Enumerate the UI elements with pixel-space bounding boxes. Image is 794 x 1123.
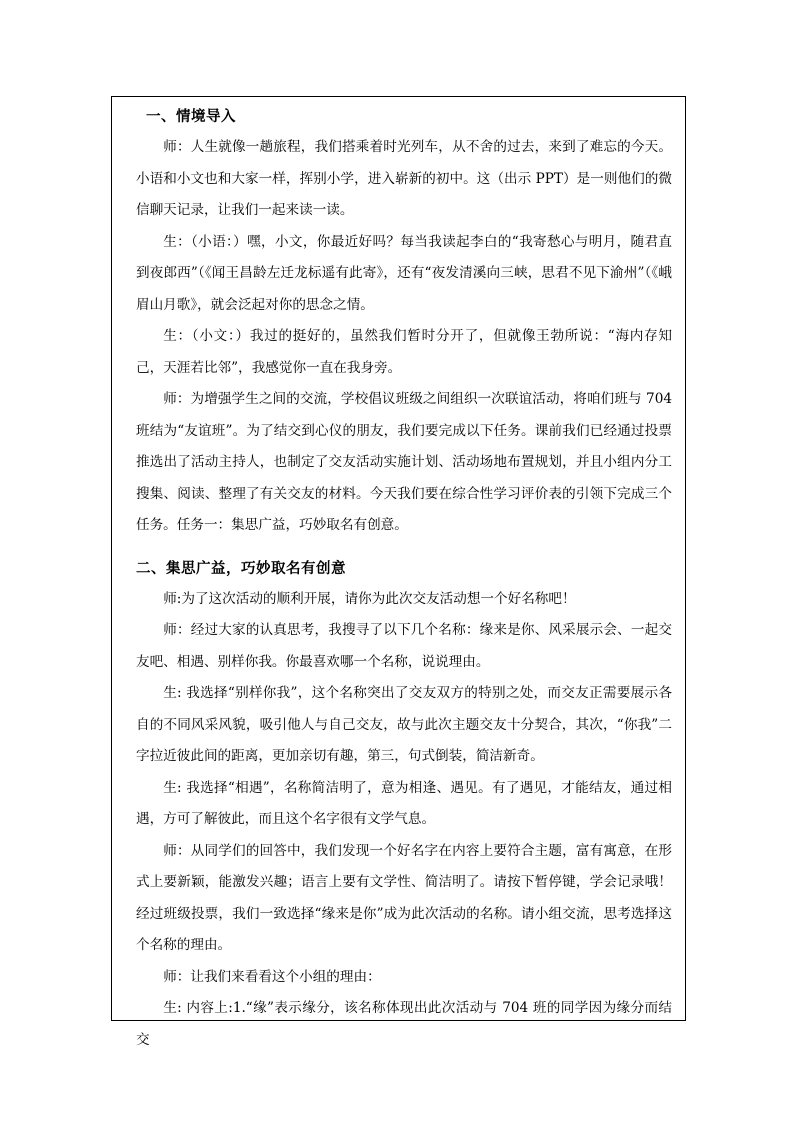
section-heading-naming: 二、集思广益，巧妙取名有创意 [136, 559, 346, 577]
paragraph: 师：从同学们的回答中，我们发现一个好名字在内容上要符合主题，富有寓意，在形式上要新颖，能激发兴趣；语言上要有文学性、简洁明了。请按下暂停键，学会记录哦！经过班级投票，我们一致选择“缘来是你”成为此次活动的名称。请小组交流，思考选择这个名称的理由。 [136, 842, 672, 953]
paragraph: 生: 我选择“别样你我”，这个名称突出了交友双方的特别之处，而交友正需要展示各自的不同风采风貌，吸引他人与自己交友，故与此次主题交友十分契合，其次，“你我”二字拉近彼此间的距离，更加亲切有趣，第三，句式倒装，简洁新奇。 [136, 685, 672, 764]
document-content [136, 101, 672, 1056]
paragraph: 师：让我们来看看这个小组的理由： [163, 968, 381, 985]
paragraph: 生：（小文：）我过的挺好的，虽然我们暂时分开了，但就像王勃所说：“海内存知己，天涯若比邻”，我感觉你一直在我身旁。 [136, 328, 672, 376]
paragraph: 生: 我选择“相遇”，名称简洁明了，意为相逢、遇见。有了遇见，才能结友，通过相遇，方可了解彼此，而且这个名字很有文学气息。 [136, 779, 672, 827]
paragraph: 生：（小语：）嘿，小文，你最近好吗？每当我读起李白的“我寄愁心与明月，随君直到夜郎西”（《闻王昌龄左迁龙标遥有此寄》，还有“夜发清溪向三峡，思君不见下渝州”（《峨眉山月歌》，就会泛起对你的思念之情。 [136, 233, 672, 313]
paragraph: 师：为增强学生之间的交流，学校倡议班级之间组织一次联谊活动，将咱们班与 704 班结为“友谊班”。为了结交到心仪的朋友，我们要完成以下任务。课前我们已经通过投票推选出了活动主持人，也制定了交友活动实施计划、活动场地布置规划，并且小组内分工搜集、阅读、整理了有关交友的材料。今天我们要在综合性学习评价表的引领下完成三个任务。任务一：集思广益，巧妙取名有创意。 [136, 391, 672, 533]
paragraph: 生: 内容上:1.“缘”表示缘分，该名称体现出此次活动与 704 班的同学因为缘分而结交 [136, 1000, 672, 1048]
section-heading-intro: 一、情境导入 [146, 108, 236, 125]
paragraph: 师：经过大家的认真思考，我搜寻了以下几个名称：缘来是你、风采展示会、一起交友吧、相遇、别样你我。你最喜欢哪一个名称，说说理由。 [136, 622, 672, 670]
paragraph: 师：人生就像一趟旅程，我们搭乘着时光列车，从不舍的过去，来到了难忘的今天。小语和小文也和大家一样，挥别小学，进入崭新的初中。这（出示 PPT）是一则他们的微信聊天记录，让我们一起来读一读。 [136, 139, 672, 218]
paragraph: 师:为了这次活动的顺利开展，请你为此次交友活动想一个好名称吧！ [163, 590, 576, 607]
document-frame [111, 96, 686, 1048]
